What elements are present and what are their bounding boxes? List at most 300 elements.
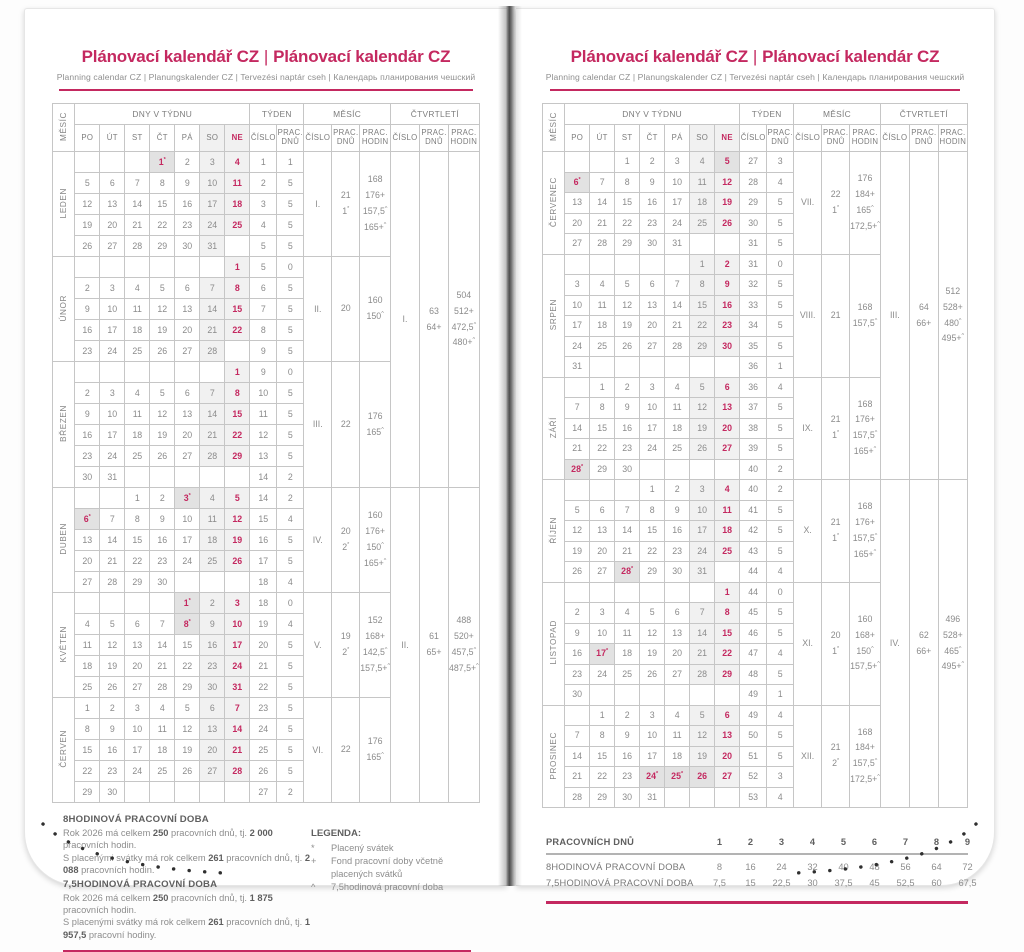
subcol-header: ČÍSLO [740,125,767,152]
legend-text: Placený svátek [331,843,394,854]
day-cell: 19 [715,193,740,214]
day-cell: 1 [715,582,740,603]
week-workdays-cell: 5 [277,425,304,446]
week-number-cell: 34 [740,316,767,337]
quarter-hours-cell: 512 528+ 480^ 495+^ [938,152,967,480]
day-cell: 20 [565,213,590,234]
day-cell: 22 [590,439,615,460]
week-number-cell: 29 [740,193,767,214]
day-cell: 29 [175,677,200,698]
week-number-cell: 40 [740,480,767,501]
day-cell: 18 [200,530,225,551]
day-cell: 10 [640,398,665,419]
day-cell [640,254,665,275]
week-number-cell: 13 [250,446,277,467]
day-cell [690,787,715,808]
day-cell: 8 [690,275,715,296]
week-workdays-cell: 2 [767,480,794,501]
day-cell: 27 [715,439,740,460]
day-cell: 6* [75,509,100,530]
day-cell: 2 [665,480,690,501]
day-cell: 3* [175,488,200,509]
month-label: BŘEZEN [53,362,75,488]
day-cell: 27 [100,236,125,257]
day-cell: 3 [225,593,250,614]
day-cell: 9 [75,404,100,425]
legend [311,827,471,941]
day-cell: 7 [615,500,640,521]
day-cell [565,254,590,275]
day-cell: 25 [225,215,250,236]
day-cell: 31 [565,357,590,378]
day-cell: 18 [615,644,640,665]
day-cell: 23 [665,541,690,562]
day-cell: 15 [615,193,640,214]
group-header: TÝDEN [740,104,794,125]
week-workdays-cell: 5 [767,275,794,296]
month-label: ÚNOR [53,257,75,362]
day-cell: 31 [200,236,225,257]
week-workdays-cell: 5 [767,213,794,234]
day-cell: 30 [175,236,200,257]
day-cell: 12 [690,726,715,747]
week-number-cell: 5 [250,257,277,278]
day-cell: 10 [125,719,150,740]
week-number-cell: 47 [740,644,767,665]
day-cell [715,234,740,255]
day-cell [640,357,665,378]
day-cell: 24 [590,664,615,685]
day-cell: 16 [75,320,100,341]
workdays-summary-table [546,834,977,891]
weekday-header: SO [200,125,225,152]
day-cell: 12 [640,623,665,644]
day-cell: 17 [565,316,590,337]
day-cell [75,152,100,173]
day-cell: 1 [590,705,615,726]
month-label: LEDEN [53,152,75,257]
week-number-cell: 49 [740,705,767,726]
week-workdays-cell: 4 [277,572,304,593]
day-cell: 25 [125,446,150,467]
day-cell: 4 [665,377,690,398]
month-hours-cell: 176 165^ [360,698,391,803]
week-number-cell: 27 [740,152,767,173]
day-cell: 24 [125,761,150,782]
day-cell: 29 [590,787,615,808]
month-workdays-cell: 20 [332,257,360,362]
day-cell: 1 [225,362,250,383]
day-cell [715,357,740,378]
legend-symbol: ^ [311,882,316,893]
workdays-row: 7,5HODINOVÁ PRACOVNÍ DOBA 7,5 15 22,5 30 37,5 45 52,5 60 67,5 [546,878,977,888]
day-cell: 23 [175,215,200,236]
day-cell: 4 [690,152,715,173]
month-number-cell: II. [304,257,332,362]
group-header: DNY V TÝDNU [75,104,250,125]
day-cell: 23 [715,316,740,337]
day-cell: 26 [175,761,200,782]
day-cell: 21 [100,551,125,572]
day-cell: 7 [100,509,125,530]
subcol-header: PRAC. HODIN [850,125,881,152]
day-cell: 6 [175,278,200,299]
week-workdays-cell: 5 [767,603,794,624]
week-workdays-cell: 5 [277,551,304,572]
week-workdays-cell: 4 [767,705,794,726]
day-cell: 4 [125,278,150,299]
day-cell: 23 [75,446,100,467]
subcol-header: ČÍSLO [304,125,332,152]
day-cell: 11 [715,500,740,521]
day-cell: 17 [100,320,125,341]
weekday-header: ČT [640,125,665,152]
week-number-cell: 26 [250,761,277,782]
day-cell: 1 [225,257,250,278]
week-workdays-cell: 3 [767,767,794,788]
day-cell [565,705,590,726]
day-cell [175,362,200,383]
day-cell: 20 [100,215,125,236]
day-cell: 12 [150,404,175,425]
day-cell [590,480,615,501]
day-cell: 22 [175,656,200,677]
day-cell: 21 [590,213,615,234]
day-cell [150,362,175,383]
day-cell [615,685,640,706]
day-cell [690,234,715,255]
day-cell: 25 [715,541,740,562]
day-cell: 3 [590,603,615,624]
month-hours-cell: 168 184+ 157,5^ 172,5+^ [850,705,881,808]
day-cell: 30 [665,562,690,583]
subcol-header: ČÍSLO [391,125,420,152]
day-cell: 27 [665,664,690,685]
day-cell: 18 [715,521,740,542]
subcol-header: PRAC. DNŮ [909,125,938,152]
week-workdays-cell: 1 [767,685,794,706]
week-workdays-cell: 5 [277,299,304,320]
day-cell: 8 [615,172,640,193]
day-cell: 23 [200,656,225,677]
day-cell: 12 [150,299,175,320]
day-cell: 7 [565,398,590,419]
day-cell: 7 [125,173,150,194]
day-cell: 22 [225,320,250,341]
legend-item [311,881,471,894]
day-cell: 5 [150,383,175,404]
day-cell [150,593,175,614]
day-cell: 28 [690,664,715,685]
day-cell [615,480,640,501]
day-cell: 16 [615,418,640,439]
week-row [543,152,968,173]
day-cell: 30 [150,572,175,593]
month-number-cell: IX. [794,377,822,480]
week-workdays-cell: 4 [277,509,304,530]
week-workdays-cell: 5 [767,664,794,685]
month-hours-cell: 176 165^ [360,362,391,488]
week-workdays-cell: 4 [767,644,794,665]
day-cell [175,467,200,488]
day-cell: 5 [175,698,200,719]
week-number-cell: 7 [250,299,277,320]
day-cell [175,257,200,278]
day-cell: 14 [665,295,690,316]
day-cell [125,152,150,173]
week-number-cell: 42 [740,521,767,542]
day-cell: 4 [665,705,690,726]
legend-item [311,842,471,855]
week-workdays-cell: 5 [277,215,304,236]
month-label: SRPEN [543,254,565,377]
day-cell: 6* [565,172,590,193]
day-cell: 24 [100,341,125,362]
month-number-cell: I. [304,152,332,257]
title-separator: | [263,47,269,66]
month-workdays-cell: 22 [332,698,360,803]
day-cell: 13 [100,194,125,215]
day-cell: 24* [640,767,665,788]
day-cell: 24 [100,446,125,467]
day-cell [615,582,640,603]
day-cell [225,236,250,257]
day-cell [665,787,690,808]
month-number-cell: XI. [794,582,822,705]
week-row [53,488,479,509]
work-time-line: Rok 2026 má celkem 250 pracovních dnů, tj. 2 000 pracovních hodin. [63,827,273,851]
legend-symbol: + [311,856,317,867]
weekday-header: ÚT [590,125,615,152]
day-cell: 20 [640,316,665,337]
day-cell: 7 [665,275,690,296]
month-hours-cell: 168 176+ 157,5^ 165+^ [850,480,881,583]
day-cell [75,488,100,509]
day-cell: 1 [690,254,715,275]
week-workdays-cell: 4 [767,377,794,398]
week-workdays-cell: 5 [277,320,304,341]
day-cell: 22 [125,551,150,572]
day-cell: 9 [615,398,640,419]
day-cell: 21 [565,767,590,788]
day-cell: 14 [690,623,715,644]
day-cell [715,787,740,808]
group-header: ČTVRTLETÍ [880,104,967,125]
day-cell [100,257,125,278]
day-cell: 9 [200,614,225,635]
day-cell: 9 [100,719,125,740]
legend-item [311,855,471,881]
day-cell: 15 [590,746,615,767]
week-workdays-cell: 5 [767,726,794,747]
day-cell: 18 [75,656,100,677]
day-cell: 11 [125,404,150,425]
week-workdays-cell: 5 [767,398,794,419]
day-cell: 1 [75,698,100,719]
day-cell: 23 [640,213,665,234]
month-number-cell: VIII. [794,254,822,377]
day-cell [75,362,100,383]
month-workdays-cell: 21 1* [332,152,360,257]
day-cell: 4 [200,488,225,509]
day-cell: 19 [615,316,640,337]
day-cell: 14 [225,719,250,740]
week-number-cell: 12 [250,425,277,446]
day-cell: 21 [200,320,225,341]
subcol-header: PRAC. HODIN [360,125,391,152]
week-number-cell: 20 [250,635,277,656]
month-label: PROSINEC [543,705,565,808]
day-cell [125,362,150,383]
divider [546,853,968,855]
day-cell: 21 [665,316,690,337]
day-cell: 2 [75,278,100,299]
legend-text: Fond pracovní doby včetně placených svátků [331,856,444,880]
day-cell: 11 [150,719,175,740]
week-number-cell: 44 [740,562,767,583]
month-hours-cell: 152 168+ 142,5^ 157,5+^ [360,593,391,698]
day-cell [565,377,590,398]
day-cell: 12 [175,719,200,740]
day-cell: 20 [125,656,150,677]
month-number-cell: XII. [794,705,822,808]
day-cell: 30 [200,677,225,698]
day-cell: 2 [615,705,640,726]
week-number-cell: 18 [250,593,277,614]
day-cell: 23 [75,341,100,362]
day-cell: 15 [715,623,740,644]
day-cell: 15 [690,295,715,316]
weekday-header: SO [690,125,715,152]
week-number-cell: 16 [250,530,277,551]
day-cell [640,685,665,706]
day-cell: 19 [100,656,125,677]
day-cell [590,685,615,706]
work-time-line: S placenými svátky má rok celkem 261 pracovních dnů, tj. 1 957,5 pracovní hodiny. [63,917,311,940]
week-workdays-cell: 2 [277,782,304,803]
day-cell: 19 [690,418,715,439]
week-number-cell: 2 [250,173,277,194]
quarter-number-cell: II. [391,488,420,803]
day-cell: 11 [665,726,690,747]
week-workdays-cell: 5 [767,541,794,562]
day-cell: 28 [225,761,250,782]
workdays-row: 8HODINOVÁ PRACOVNÍ DOBA 8 16 24 32 40 48 56 64 72 [546,862,973,872]
week-workdays-cell: 5 [277,656,304,677]
day-cell: 17 [175,530,200,551]
day-cell: 7 [200,278,225,299]
day-cell: 21 [565,439,590,460]
weekday-header: PO [75,125,100,152]
day-cell: 30 [75,467,100,488]
day-cell: 16 [665,521,690,542]
week-number-cell: 10 [250,383,277,404]
week-number-cell: 41 [740,500,767,521]
week-workdays-cell: 5 [767,746,794,767]
weekday-header: ST [125,125,150,152]
day-cell: 8 [225,383,250,404]
day-cell: 16 [150,530,175,551]
day-cell [715,685,740,706]
month-label: ČERVENEC [543,152,565,255]
week-number-cell: 24 [250,719,277,740]
day-cell: 5 [225,488,250,509]
week-number-cell: 36 [740,377,767,398]
week-number-cell: 5 [250,236,277,257]
day-cell: 22 [225,425,250,446]
day-cell: 26 [690,439,715,460]
day-cell: 10 [100,404,125,425]
day-cell: 8 [715,603,740,624]
day-cell: 4 [125,383,150,404]
subcol-header: PRAC. HODIN [938,125,967,152]
day-cell [665,459,690,480]
day-cell: 27 [125,677,150,698]
month-workdays-cell: 22 1* [822,152,850,255]
work-time-line: S placenými svátky má rok celkem 261 pracovních dnů, tj. 2 088 pracovních hodin. [63,852,311,876]
day-cell: 26 [75,236,100,257]
day-cell: 8 [590,398,615,419]
week-row [53,152,479,173]
day-cell: 20 [175,320,200,341]
day-cell [640,582,665,603]
week-workdays-cell: 5 [277,740,304,761]
day-cell: 6 [125,614,150,635]
day-cell [200,782,225,803]
week-workdays-cell: 4 [767,787,794,808]
quarter-number-cell: I. [391,152,420,488]
day-cell: 9 [565,623,590,644]
day-cell: 5 [75,173,100,194]
week-number-cell: 3 [250,194,277,215]
day-cell: 26 [615,336,640,357]
left-page [24,8,507,940]
day-cell: 7 [150,614,175,635]
day-cell [565,480,590,501]
day-cell: 17 [690,521,715,542]
day-cell: 31 [100,467,125,488]
workdays-header-row: PRACOVNÍCH DNŮ 1 2 3 4 5 6 7 8 9 [546,837,971,847]
day-cell: 24 [225,656,250,677]
work-time-heading: 8HODINOVÁ PRACOVNÍ DOBA [63,814,209,825]
weekday-header: PO [565,125,590,152]
week-number-cell: 31 [740,254,767,275]
day-cell: 1 [125,488,150,509]
subcol-header: PRAC. DNŮ [767,125,794,152]
page-title-secondary: Plánovací kalendár CZ [273,47,451,66]
month-hours-cell: 160 150^ [360,257,391,362]
accent-rule [59,89,473,91]
day-cell: 15 [225,404,250,425]
day-cell: 14 [200,299,225,320]
day-cell: 19 [150,320,175,341]
day-cell: 19 [175,740,200,761]
day-cell: 8 [150,173,175,194]
week-number-cell: 22 [250,677,277,698]
page-subtitle: Planning calendar CZ | Planungskalender CZ | Tervezési naptár cseh | Календарь планирования чешский [545,72,965,82]
day-cell [200,362,225,383]
day-cell: 14 [200,404,225,425]
day-cell: 6 [715,705,740,726]
week-number-cell: 43 [740,541,767,562]
week-workdays-cell: 5 [767,500,794,521]
day-cell: 25 [690,213,715,234]
day-cell: 2 [640,152,665,173]
month-number-cell: IV. [304,488,332,593]
day-cell: 10 [225,614,250,635]
day-cell: 22 [590,767,615,788]
day-cell: 7 [590,172,615,193]
